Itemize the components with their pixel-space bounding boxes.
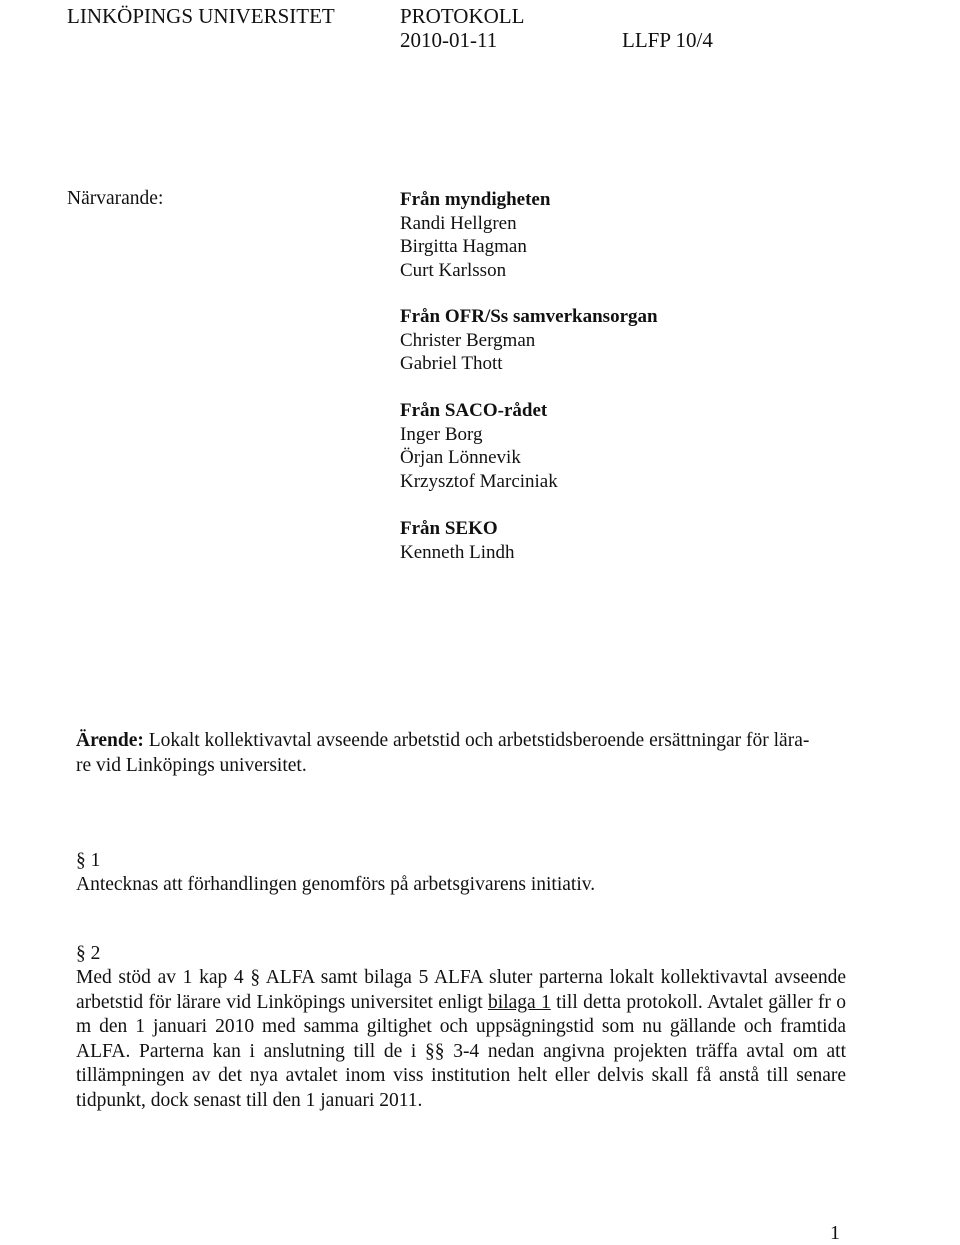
document-type: PROTOKOLL (400, 4, 525, 28)
member-name: Krzysztof Marciniak (400, 470, 558, 492)
group-title: Från myndigheten (400, 189, 551, 210)
member-name: Örjan Lönnevik (400, 447, 521, 468)
section-2-text (76, 966, 846, 1113)
matter-label: Ärende: (76, 730, 144, 751)
university-name: LINKÖPINGS UNIVERSITET (67, 4, 335, 28)
attendance-group (400, 188, 550, 282)
matter-line-2: re vid Linköpings universitet. (76, 754, 307, 776)
section-2-heading: § 2 (76, 943, 101, 964)
page-number: 1 (830, 1222, 840, 1244)
document-date: 2010-01-11 (400, 28, 498, 52)
member-name: Birgitta Hagman (400, 236, 527, 257)
group-title: Från OFR/Ss samverkansorgan (400, 306, 658, 327)
member-name: Randi Hellgren (400, 212, 517, 234)
attachment-link[interactable]: bilaga 1 (488, 991, 551, 1013)
member-name: Curt Karlsson (400, 259, 507, 281)
member-name: Christer Bergman (400, 329, 536, 351)
section-2-text-end: till detta protokoll. Avtalet gäller fr o m den 1 januari 2010 med samma giltighet och uppsägningstid som nu gällande och framtida ALFA. Parterna kan i anslutning till de i §§ 3-4 nedan angivna projekten träffa avtal om att tillämpningen av det nya avtalet inom viss institution helt eller delvis skall få anstå till senare tidpunkt, dock senast till den 1 januari 2011. (76, 991, 846, 1111)
section-1-text: Antecknas att förhandlingen genomförs på arbetsgivarens initiativ. (76, 874, 596, 895)
attendance-group (400, 305, 658, 376)
group-title: Från SEKO (400, 518, 498, 539)
section-1-heading: § 1 (76, 850, 101, 871)
matter (76, 729, 876, 778)
attendance-group (400, 517, 515, 564)
member-name: Kenneth Lindh (400, 541, 515, 563)
attendance-group (400, 399, 558, 493)
member-name: Inger Borg (400, 423, 483, 445)
document-reference: LLFP 10/4 (622, 28, 713, 52)
group-title: Från SACO-rådet (400, 400, 548, 421)
section-2-text-start: Med stöd av 1 kap 4 § ALFA samt bilaga 5 ALFA sluter parterna lokalt kollektivavtal avseende arbetstid för lärare vid Linköpings universitet enligt (76, 967, 846, 1013)
member-name: Gabriel Thott (400, 353, 503, 374)
attendance-label: Närvarande: (67, 188, 164, 209)
matter-line-1: Lokalt kollektivavtal avseende arbetstid och arbetstidsberoende ersättningar för lära- (148, 730, 810, 751)
